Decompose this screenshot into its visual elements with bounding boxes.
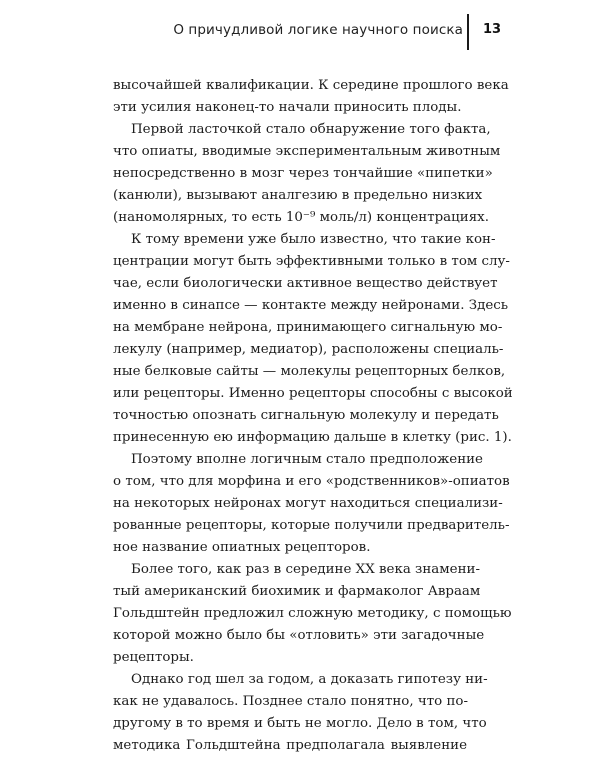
header-divider (467, 14, 469, 50)
text-line: точностью опознать сигнальную молекулу и передать (113, 408, 499, 423)
text-line: рецепторы. (113, 650, 194, 665)
text-line: Первой ласточкой стало обнаружение того факта, (131, 122, 491, 137)
running-title: О причудливой логике научного поиска (173, 22, 463, 38)
text-line: Однако год шел за годом, а доказать гипотезу ни- (131, 672, 488, 687)
text-line: тый американский биохимик и фармаколог Авраам (113, 584, 481, 599)
text-line: Гольдштейн предложил сложную методику, с помощью (113, 606, 512, 621)
text-line: методика Гольдштейна предполагала выявление (113, 738, 467, 753)
running-header (0, 18, 600, 46)
text-line: на некоторых нейронах могут находиться специализи- (113, 496, 503, 511)
text-line: ные белковые сайты — молекулы рецепторных белков, (113, 364, 506, 379)
paragraph (113, 229, 513, 449)
paragraph (113, 119, 501, 229)
text-line: (канюли), вызывают аналгезию в предельно низких (113, 188, 483, 203)
text-line: или рецепторы. Именно рецепторы способны с высокой (113, 386, 513, 401)
paragraph (113, 449, 510, 559)
text-line: (наномолярных, то есть 10⁻⁹ моль/л) концентрациях. (113, 210, 489, 225)
text-line: именно в синапсе — контакте между нейронами. Здесь (113, 298, 509, 313)
text-line: Более того, как раз в середине XX века знамени- (131, 562, 480, 577)
text-line: что опиаты, вводимые экспериментальным животным (113, 144, 501, 159)
text-line: непосредственно в мозг через тончайшие «пипетки» (113, 166, 493, 181)
page-number: 13 (483, 22, 502, 37)
text-line: центрации могут быть эффективными только в том слу- (113, 254, 510, 269)
text-line: другому в то время и быть не могло. Дело в том, что (113, 716, 487, 731)
text-line: высочайшей квалификации. К середине прошлого века (113, 78, 509, 93)
text-line: К тому времени уже было известно, что такие кон- (131, 232, 496, 247)
paragraph (113, 75, 509, 119)
text-line: лекулу (например, медиатор), расположены специаль- (113, 342, 504, 357)
text-line: которой можно было бы «отловить» эти загадочные (113, 628, 485, 643)
text-line: чае, если биологически активное вещество действует (113, 276, 498, 291)
text-line: о том, что для морфина и его «родственников»-опиатов (113, 474, 510, 489)
paragraph (113, 669, 488, 757)
text-line: Поэтому вполне логичным стало предположение (131, 452, 483, 467)
text-line: на мембране нейрона, принимающего сигнальную мо- (113, 320, 503, 335)
text-line: как не удавалось. Позднее стало понятно, что по- (113, 694, 468, 709)
text-line: рованные рецепторы, которые получили предваритель- (113, 518, 510, 533)
text-line: ное название опиатных рецепторов. (113, 540, 371, 555)
text-line: принесенную ею информацию дальше в клетку (рис. 1). (113, 430, 512, 445)
paragraph (113, 559, 512, 669)
body-text (113, 75, 513, 757)
text-line: эти усилия наконец-то начали приносить плоды. (113, 100, 462, 115)
